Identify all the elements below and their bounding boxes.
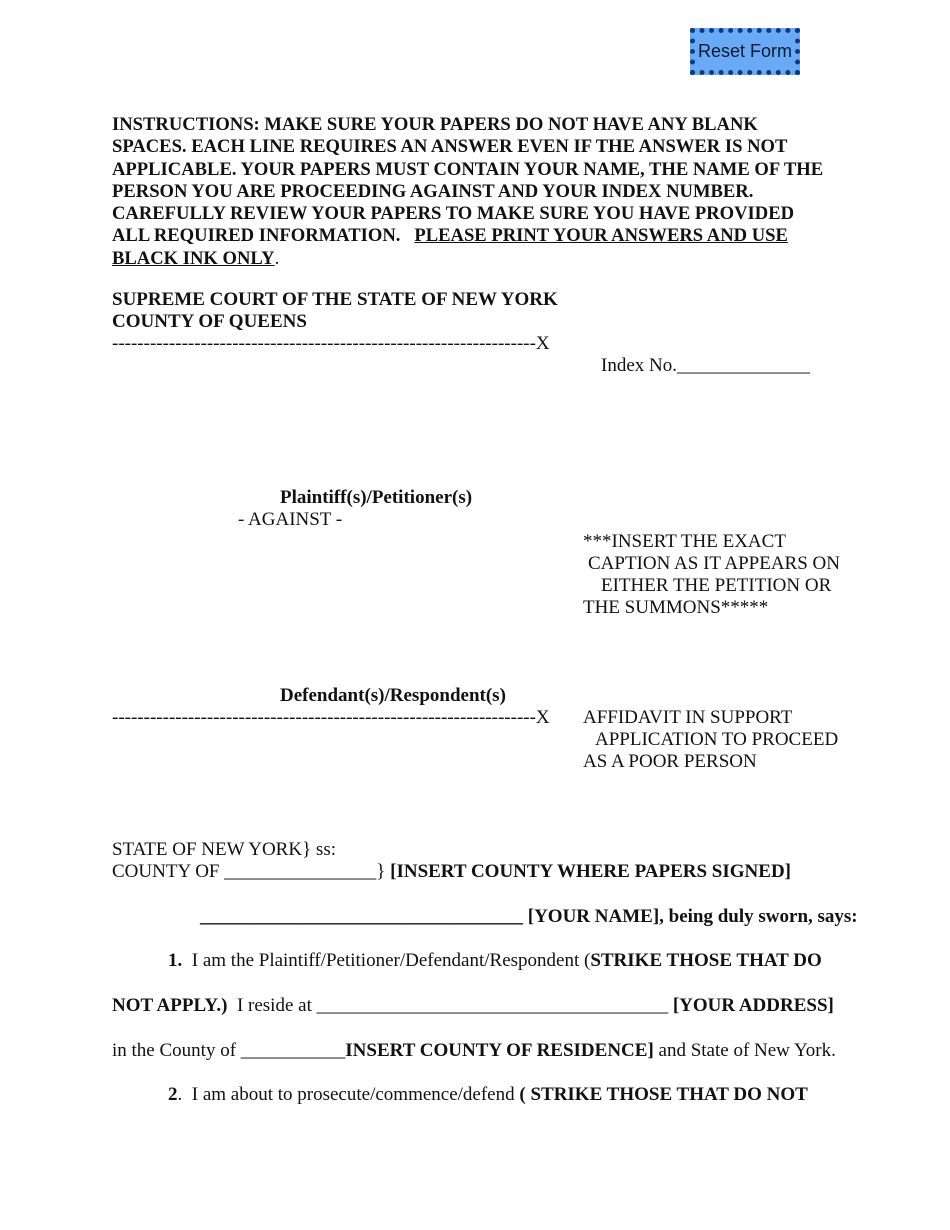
paragraph-text: . I am about to prosecute/commence/defend [177,1084,520,1105]
venue-county-text: COUNTY OF ________________} [112,861,391,882]
insert-caption-note: THE SUMMONS***** [583,597,769,618]
paragraph-number: 2 [168,1084,178,1105]
paragraph-2-line-1 [168,1084,808,1106]
paragraph-text: and State of New York. [653,1040,836,1061]
affidavit-title: AFFIDAVIT IN SUPPORT [583,707,793,728]
affidavit-title: AS A POOR PERSON [583,751,757,772]
county-residence-instruction: INSERT COUNTY OF RESIDENCE] [345,1040,654,1061]
affidavit-title: APPLICATION TO PROCEED [595,729,839,750]
plaintiff-label: Plaintiff(s)/Petitioner(s) [280,487,473,508]
defendant-label: Defendant(s)/Respondent(s) [280,685,506,706]
venue-state: STATE OF NEW YORK} ss: [112,839,337,860]
address-instruction: [YOUR ADDRESS] [672,995,834,1016]
sworn-text: [YOUR NAME], being duly sworn, says: [527,906,858,927]
instructions-emphasis: PLEASE PRINT YOUR ANSWERS AND USE [414,225,788,247]
insert-caption-note: ***INSERT THE EXACT [583,531,786,552]
instructions-line: INSTRUCTIONS: MAKE SURE YOUR PAPERS DO NOT HAVE ANY BLANK [112,114,758,135]
instructions-line: PERSON YOU ARE PROCEEDING AGAINST AND YOUR INDEX NUMBER. [112,180,754,202]
paragraph-1-line-2 [112,995,834,1017]
paragraph-text: I reside at _____________________________________ [227,995,673,1016]
sworn-statement [200,906,858,928]
instructions-line: SPACES. EACH LINE REQUIRES AN ANSWER EVEN IF THE ANSWER IS NOT [112,136,788,158]
caption-bottom-divider: -------------------------------------------------------------------X [112,707,550,728]
court-county: COUNTY OF QUEENS [112,311,307,332]
paragraph-1-line-1 [168,950,822,972]
paragraph-instruction: ( STRIKE THOSE THAT DO NOT [519,1084,808,1105]
paragraph-text: I am the Plaintiff/Petitioner/Defendant/Respondent ( [182,950,591,971]
venue-county [112,861,791,883]
reset-form-button[interactable]: Reset Form [690,28,800,75]
venue-county-instruction: [INSERT COUNTY WHERE PAPERS SIGNED] [390,861,791,882]
index-number-field: Index No.______________ [601,355,810,376]
your-name-blank: __________________________________ [200,906,528,927]
instructions-line [112,248,847,270]
paragraph-1-line-3 [112,1040,836,1062]
instructions-block [112,114,847,270]
instructions-period: . [274,247,280,269]
paragraph-text: in the County of ___________ [112,1040,346,1061]
court-name: SUPREME COURT OF THE STATE OF NEW YORK [112,289,558,310]
instructions-line [112,225,847,247]
paragraph-instruction: NOT APPLY.) [112,995,228,1016]
caption-top-divider: -------------------------------------------------------------------X [112,333,550,354]
paragraph-instruction: STRIKE THOSE THAT DO [590,950,822,971]
insert-caption-note: EITHER THE PETITION OR [601,575,832,596]
instructions-line: CAREFULLY REVIEW YOUR PAPERS TO MAKE SURE YOU HAVE PROVIDED [112,203,795,225]
insert-caption-note: CAPTION AS IT APPEARS ON [588,553,840,574]
paragraph-number: 1. [168,950,183,971]
instructions-line: APPLICABLE. YOUR PAPERS MUST CONTAIN YOUR NAME, THE NAME OF THE [112,158,824,180]
instructions-text: ALL REQUIRED INFORMATION. [112,225,415,247]
instructions-emphasis: BLACK INK ONLY [112,247,275,269]
against-label: - AGAINST - [238,509,343,530]
